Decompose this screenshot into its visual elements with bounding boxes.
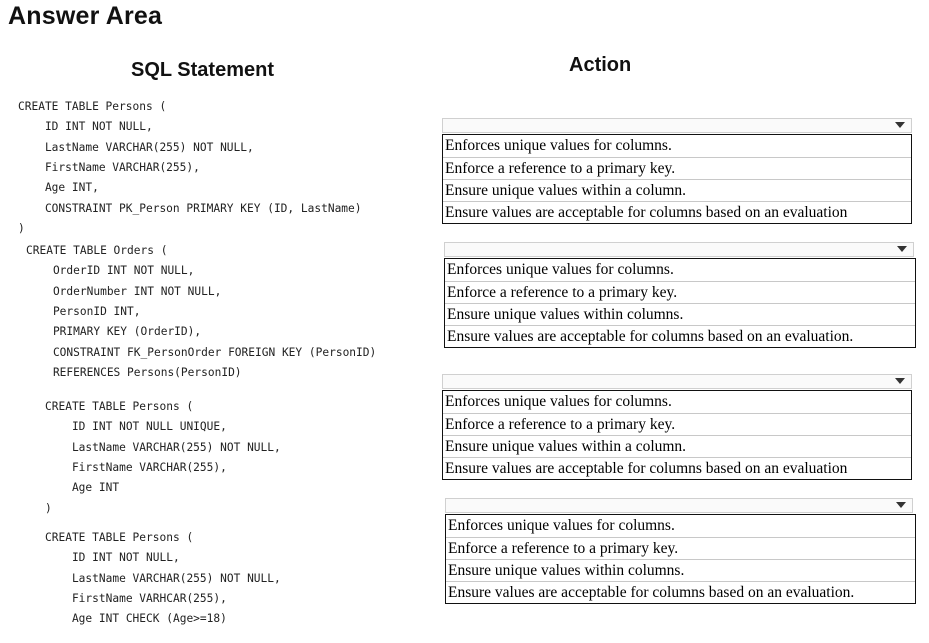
code-line: Age INT,	[18, 181, 99, 194]
code-line: ID INT NOT NULL,	[45, 551, 180, 564]
code-line: FirstName VARHCAR(255),	[45, 592, 227, 605]
dropdown-option[interactable]: Enforces unique values for columns.	[445, 393, 672, 410]
dropdown-option[interactable]: Ensure values are acceptable for columns based on an evaluation.	[445, 325, 915, 347]
dropdown-option[interactable]: Enforce a reference to a primary key.	[446, 537, 915, 559]
dropdown-option[interactable]: Ensure unique values within columns.	[446, 559, 915, 581]
code-line: PRIMARY KEY (OrderID),	[26, 325, 202, 338]
code-line: LastName VARCHAR(255) NOT NULL,	[45, 441, 281, 454]
dropdown-select[interactable]	[442, 118, 912, 133]
code-line: )	[18, 222, 25, 235]
chevron-down-icon[interactable]	[895, 122, 905, 128]
dropdown-option[interactable]: Ensure values are acceptable for columns based on an evaluation	[443, 457, 911, 479]
dropdown-select[interactable]	[442, 374, 912, 389]
code-line: CONSTRAINT FK_PersonOrder FOREIGN KEY (PersonID)	[26, 346, 377, 359]
code-line: CREATE TABLE Persons (	[18, 100, 167, 113]
dropdown-options	[445, 514, 916, 604]
dropdown-select[interactable]	[445, 498, 913, 513]
dropdown-option[interactable]: Enforces unique values for columns.	[447, 261, 674, 278]
code-line: CREATE TABLE Persons (	[45, 531, 194, 544]
answer-area-title: Answer Area	[8, 2, 163, 30]
code-line: CREATE TABLE Persons (	[45, 400, 194, 413]
dropdown-option[interactable]: Enforce a reference to a primary key.	[443, 413, 911, 435]
dropdown-option[interactable]: Ensure unique values within a column.	[443, 179, 911, 201]
sql-statement-header: SQL Statement	[131, 59, 274, 81]
dropdown-option[interactable]: Ensure unique values within columns.	[445, 303, 915, 325]
code-line: ID INT NOT NULL UNIQUE,	[45, 420, 227, 433]
dropdown-option[interactable]: Enforces unique values for columns.	[448, 517, 675, 534]
code-line: PersonID INT,	[26, 305, 141, 318]
code-line: FirstName VARCHAR(255),	[18, 161, 200, 174]
chevron-down-icon[interactable]	[897, 246, 907, 252]
code-line: Age INT	[45, 481, 120, 494]
code-line: )	[45, 502, 52, 515]
action-header: Action	[569, 54, 632, 76]
code-line: FirstName VARCHAR(255),	[45, 461, 227, 474]
code-line: LastName VARCHAR(255) NOT NULL,	[18, 141, 254, 154]
code-line: REFERENCES Persons(PersonID)	[26, 366, 242, 379]
dropdown-option[interactable]: Ensure values are acceptable for columns based on an evaluation	[443, 201, 911, 223]
code-line: LastName VARCHAR(255) NOT NULL,	[45, 572, 281, 585]
dropdown-options	[442, 134, 912, 224]
dropdown-option[interactable]: Ensure unique values within a column.	[443, 435, 911, 457]
dropdown-option[interactable]: Enforce a reference to a primary key.	[445, 281, 915, 303]
chevron-down-icon[interactable]	[896, 502, 906, 508]
code-line: ID INT NOT NULL,	[18, 120, 153, 133]
dropdown-select[interactable]	[444, 242, 914, 257]
dropdown-option[interactable]: Enforces unique values for columns.	[445, 137, 672, 154]
code-line: CREATE TABLE Orders (	[26, 244, 168, 257]
code-line: OrderNumber INT NOT NULL,	[26, 285, 222, 298]
dropdown-options	[444, 258, 916, 348]
chevron-down-icon[interactable]	[895, 378, 905, 384]
code-line: CONSTRAINT PK_Person PRIMARY KEY (ID, LastName)	[18, 202, 362, 215]
dropdown-option[interactable]: Ensure values are acceptable for columns based on an evaluation.	[446, 581, 915, 603]
dropdown-option[interactable]: Enforce a reference to a primary key.	[443, 157, 911, 179]
dropdown-options	[442, 390, 912, 480]
code-line: Age INT CHECK (Age>=18)	[45, 612, 227, 625]
code-line: OrderID INT NOT NULL,	[26, 264, 195, 277]
